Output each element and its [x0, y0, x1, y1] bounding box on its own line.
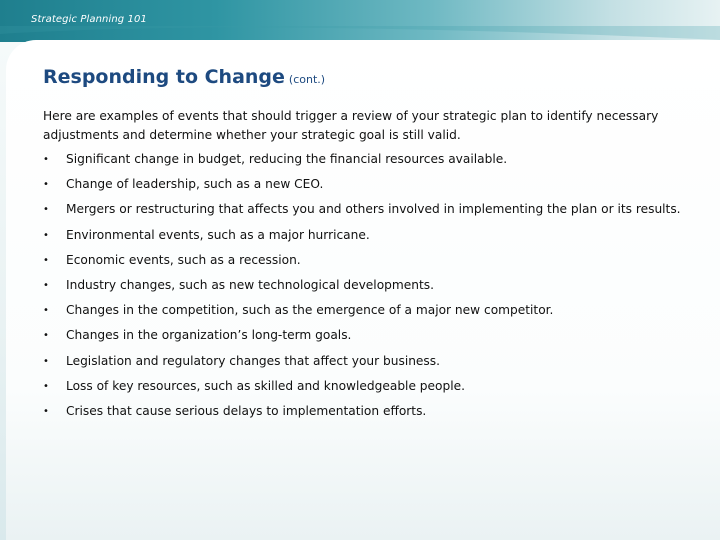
bullet-text: Changes in the competition, such as the emergence of a major new competitor. — [66, 303, 554, 318]
intro-paragraph: Here are examples of events that should trigger a review of your strategic plan to identify necessary adjustments and determine whether your strategic goal is still valid. — [43, 109, 659, 142]
header-title: Strategic Planning 101 — [31, 14, 147, 25]
bullet-text: Significant change in budget, reducing the financial resources available. — [66, 152, 508, 166]
bullet-icon: • — [43, 254, 49, 266]
bullet-item — [43, 276, 683, 295]
bullet-icon: • — [43, 330, 49, 342]
bullet-item — [43, 377, 683, 396]
bullet-icon: • — [43, 405, 49, 417]
bullet-item — [43, 200, 683, 219]
bullet-item — [43, 175, 683, 194]
bullet-text: Mergers or restructuring that affects you and others involved in implementing the plan or its results. — [66, 202, 681, 217]
bullet-item — [43, 402, 683, 421]
bullet-icon: • — [43, 355, 49, 367]
bullet-text: Environmental events, such as a major hurricane. — [66, 227, 370, 242]
bullet-item — [43, 251, 683, 270]
bullet-text: Change of leadership, such as a new CEO. — [66, 177, 324, 192]
bullet-icon: • — [43, 380, 49, 392]
bullet-text: Changes in the organization’s long-term goals. — [66, 328, 352, 343]
bullet-icon: • — [43, 179, 49, 191]
bullet-icon: • — [43, 279, 49, 291]
bullet-icon: • — [43, 305, 49, 317]
bullet-icon: • — [43, 204, 49, 216]
bullet-text: Economic events, such as a recession. — [66, 252, 301, 267]
bullet-item — [43, 352, 683, 371]
slide-title-suffix: (cont.) — [288, 73, 326, 86]
bullet-icon: • — [43, 229, 49, 241]
bullet-text: Legislation and regulatory changes that affect your business. — [66, 353, 440, 368]
bullet-item — [43, 301, 683, 320]
bullet-text: Loss of key resources, such as skilled and knowledgeable people. — [66, 378, 465, 393]
bullet-list — [43, 150, 683, 427]
bullet-text: Crises that cause serious delays to implementation efforts. — [66, 403, 427, 418]
bullet-text: Industry changes, such as new technological developments. — [66, 277, 434, 292]
slide-title-text: Responding to Change — [43, 66, 285, 88]
slide-title — [43, 66, 325, 88]
bullet-item — [43, 326, 683, 345]
bullet-item — [43, 226, 683, 245]
bullet-icon: • — [43, 154, 49, 165]
bullet-item — [43, 150, 683, 169]
